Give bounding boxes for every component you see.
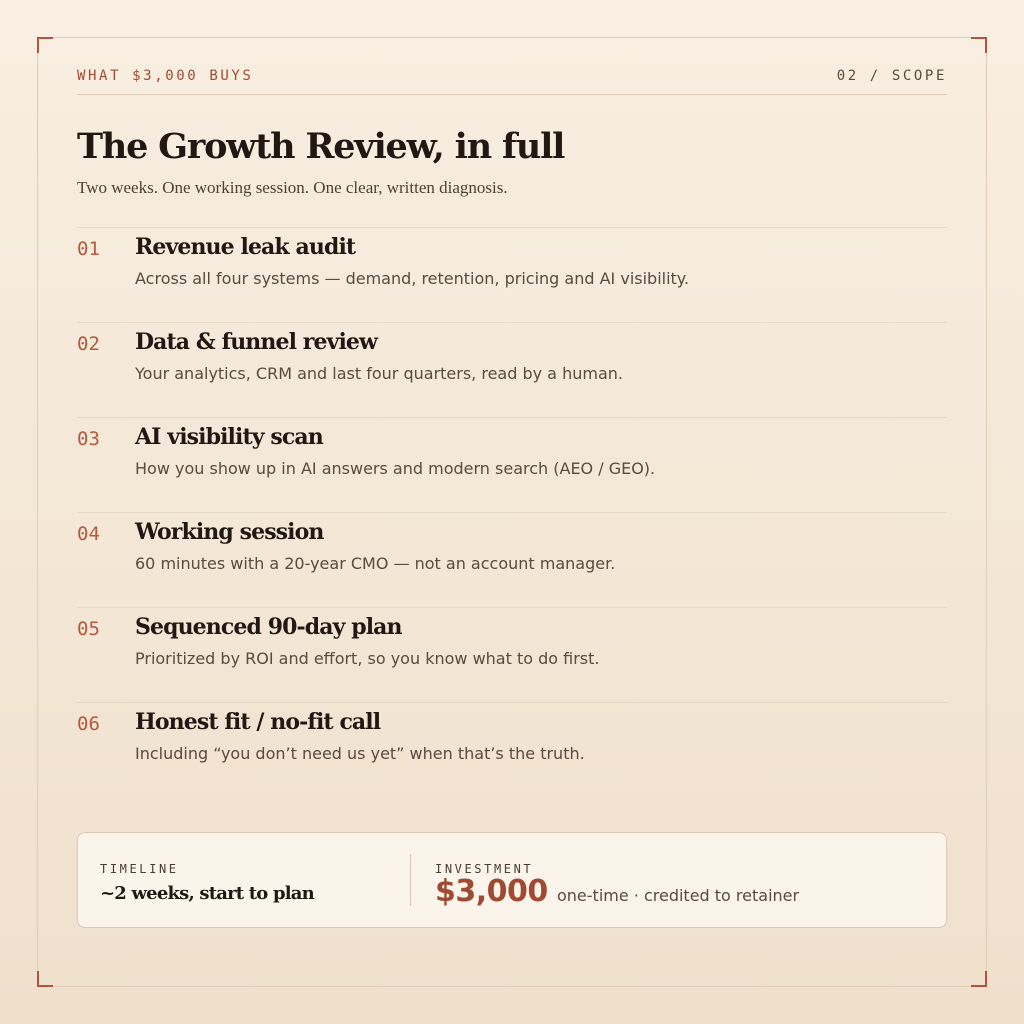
- corner-mark-bottom-right: [971, 971, 987, 987]
- item-description: Across all four systems — demand, retention, pricing and AI visibility.: [135, 269, 690, 288]
- item-description: Your analytics, CRM and last four quarters, read by a human.: [135, 364, 623, 383]
- item-number: 04: [77, 523, 100, 545]
- item-number: 05: [77, 618, 100, 640]
- item-number: 02: [77, 333, 100, 355]
- item-number: 06: [77, 713, 100, 735]
- item-title: AI visibility scan: [135, 424, 323, 450]
- item-title: Data & funnel review: [135, 329, 378, 355]
- kicker: WHAT $3,000 BUYS: [77, 68, 254, 84]
- item-description: Prioritized by ROI and effort, so you know what to do first.: [135, 649, 600, 668]
- investment-label: INVESTMENT: [435, 862, 534, 876]
- list-item: [77, 227, 947, 322]
- corner-mark-top-right: [971, 37, 987, 53]
- item-title: Sequenced 90-day plan: [135, 614, 402, 640]
- list-item: [77, 512, 947, 607]
- list-item: [77, 702, 947, 797]
- section-label: 02 / SCOPE: [836, 68, 947, 84]
- item-title: Revenue leak audit: [135, 234, 356, 260]
- scope-list: [77, 227, 947, 797]
- item-description: Including “you don’t need us yet” when that’s the truth.: [135, 744, 585, 763]
- item-description: 60 minutes with a 20-year CMO — not an account manager.: [135, 554, 616, 573]
- summary-divider: [410, 854, 411, 906]
- top-bar: [77, 68, 947, 95]
- timeline-value: ~2 weeks, start to plan: [100, 883, 314, 904]
- item-number: 03: [77, 428, 100, 450]
- list-item: [77, 607, 947, 702]
- corner-mark-top-left: [37, 37, 53, 53]
- price-note: one-time · credited to retainer: [557, 886, 800, 905]
- list-item: [77, 322, 947, 417]
- corner-mark-bottom-left: [37, 971, 53, 987]
- page-subtitle: Two weeks. One working session. One clear, written diagnosis.: [77, 178, 508, 197]
- item-description: How you show up in AI answers and modern search (AEO / GEO).: [135, 459, 656, 478]
- item-number: 01: [77, 238, 100, 260]
- page-title: The Growth Review, in full: [77, 126, 565, 167]
- list-item: [77, 417, 947, 512]
- price: $3,000: [435, 874, 548, 909]
- item-title: Honest fit / no-fit call: [135, 709, 381, 735]
- timeline-label: TIMELINE: [100, 862, 179, 876]
- summary-card: [77, 832, 947, 928]
- item-title: Working session: [135, 519, 324, 545]
